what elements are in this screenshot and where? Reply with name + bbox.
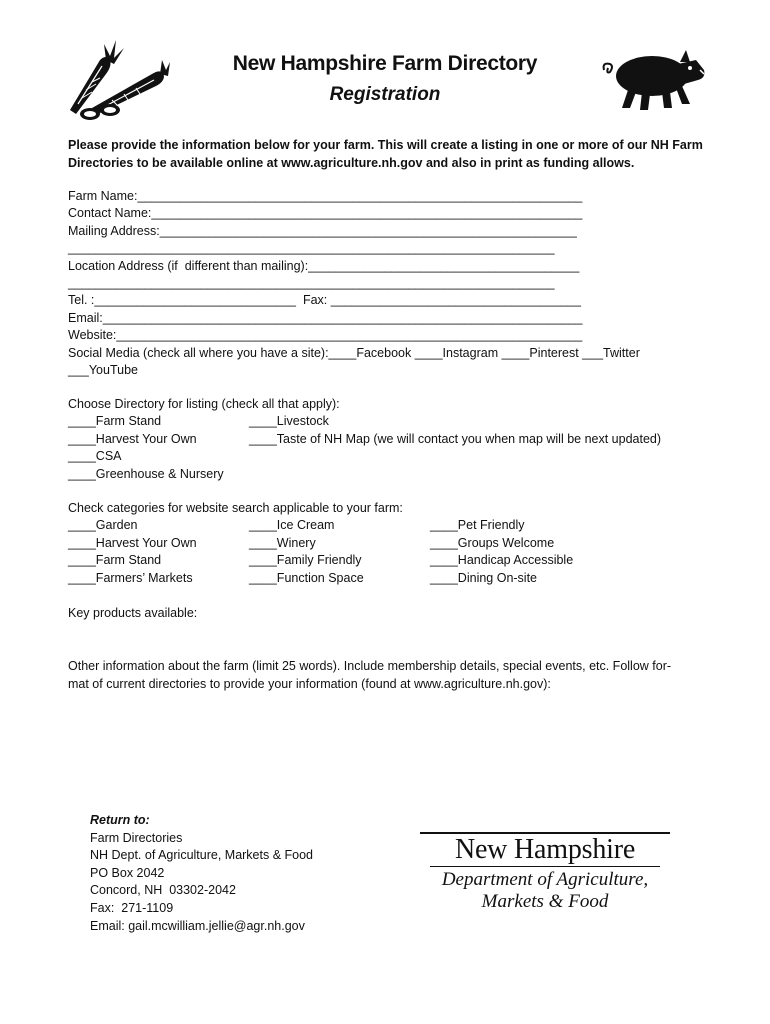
list-item bbox=[68, 414, 708, 431]
other-info-line-1: Other information about the farm (limit 25 words). Include membership details, special events, etc. Follow for- bbox=[68, 659, 672, 673]
logo-line-2: Department of Agriculture, bbox=[441, 869, 649, 890]
key-products-label: Key products available: bbox=[68, 606, 198, 620]
directory-heading: Choose Directory for listing (check all that apply): bbox=[68, 397, 340, 411]
category-option[interactable]: ____Farmers’ Markets bbox=[68, 570, 193, 585]
list-item bbox=[68, 571, 708, 588]
carrots-icon bbox=[62, 38, 172, 120]
category-option[interactable]: ____Garden bbox=[68, 518, 138, 533]
intro-line-2: Directories to be available online at www.agriculture.nh.gov and also in print as funding allows. bbox=[68, 156, 635, 170]
social-media-youtube-field[interactable]: ___YouTube bbox=[68, 363, 138, 378]
logo-line-3: Markets & Food bbox=[481, 891, 609, 912]
list-item bbox=[68, 553, 708, 570]
category-option[interactable]: ____Family Friendly bbox=[249, 553, 362, 568]
farm-name-field[interactable]: Farm Name:________________________________________________________________ bbox=[68, 189, 583, 203]
category-option[interactable]: ____Pet Friendly bbox=[430, 518, 525, 533]
list-item bbox=[68, 467, 708, 484]
location-address-continued-field[interactable]: ______________________________________________________________________ bbox=[68, 276, 555, 291]
return-email[interactable]: Email: gail.mcwilliam.jellie@agr.nh.gov bbox=[90, 918, 305, 933]
key-products-field[interactable] bbox=[68, 606, 708, 623]
directory-option[interactable]: ____Taste of NH Map (we will contact you when map will be next updated) bbox=[249, 431, 662, 446]
contact-fields bbox=[68, 188, 708, 379]
email-field[interactable]: Email:_____________________________________________________________________ bbox=[68, 310, 583, 325]
category-option[interactable]: ____Handicap Accessible bbox=[430, 553, 574, 568]
categories-section bbox=[68, 501, 708, 588]
mailing-address-field[interactable]: Mailing Address:____________________________________________________________ bbox=[68, 223, 577, 238]
other-info-field[interactable] bbox=[68, 657, 708, 693]
return-line: Concord, NH 03302-2042 bbox=[90, 883, 236, 898]
directory-option[interactable]: ____CSA bbox=[68, 449, 122, 464]
return-line: Farm Directories bbox=[90, 830, 183, 845]
categories-heading: Check categories for website search applicable to your farm: bbox=[68, 501, 403, 515]
return-heading: Return to: bbox=[90, 813, 150, 827]
contact-name-field[interactable]: Contact Name:______________________________________________________________ bbox=[68, 206, 583, 221]
list-item bbox=[68, 449, 708, 466]
directory-option[interactable]: ____Livestock bbox=[249, 414, 329, 429]
directory-section bbox=[68, 397, 708, 484]
logo-title: New Hampshire bbox=[454, 833, 636, 865]
list-item bbox=[68, 518, 708, 535]
nh-agriculture-logo bbox=[420, 832, 670, 913]
logo-rule-bottom bbox=[430, 866, 660, 868]
tel-fax-field[interactable]: Tel. :_____________________________ Fax: ____________________________________ bbox=[68, 293, 582, 308]
category-option[interactable]: ____Function Space bbox=[249, 570, 364, 585]
website-field[interactable]: Website:___________________________________________________________________ bbox=[68, 328, 583, 343]
category-option[interactable]: ____Groups Welcome bbox=[430, 535, 555, 550]
other-info-line-2: mat of current directories to provide your information (found at www.agriculture.nh.gov): bbox=[68, 677, 551, 691]
directory-option[interactable]: ____Harvest Your Own bbox=[68, 431, 197, 446]
list-item bbox=[68, 432, 708, 449]
category-option[interactable]: ____Harvest Your Own bbox=[68, 535, 197, 550]
category-option[interactable]: ____Ice Cream bbox=[249, 518, 335, 533]
category-option[interactable]: ____Dining On-site bbox=[430, 570, 538, 585]
page-subtitle: Registration bbox=[329, 84, 441, 105]
directory-option[interactable]: ____Farm Stand bbox=[68, 414, 162, 429]
intro-line-1: Please provide the information below for your farm. This will create a listing in one or more of our NH Farm bbox=[68, 138, 703, 152]
mailing-address-continued-field[interactable]: ______________________________________________________________________ bbox=[68, 241, 555, 256]
directory-option[interactable]: ____Greenhouse & Nursery bbox=[68, 466, 224, 481]
category-option[interactable]: ____Farm Stand bbox=[68, 553, 162, 568]
category-option[interactable]: ____Winery bbox=[249, 535, 316, 550]
page-title: New Hampshire Farm Directory bbox=[232, 52, 538, 75]
social-media-field[interactable]: Social Media (check all where you have a site):____Facebook ____Instagram ____Pinterest ___Twitter bbox=[68, 345, 640, 360]
location-address-field[interactable]: Location Address (if different than mailing):_______________________________________ bbox=[68, 258, 580, 273]
return-line: PO Box 2042 bbox=[90, 865, 165, 880]
intro-paragraph bbox=[68, 136, 708, 172]
return-address bbox=[90, 812, 390, 935]
return-line: NH Dept. of Agriculture, Markets & Food bbox=[90, 848, 314, 863]
list-item bbox=[68, 536, 708, 553]
return-line: Fax: 271-1109 bbox=[90, 900, 174, 915]
